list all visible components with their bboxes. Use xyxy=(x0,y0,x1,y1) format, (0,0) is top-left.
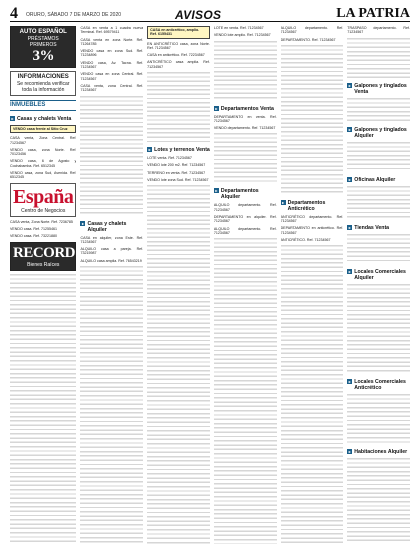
classified-item: ALQUILO departamento. Ref. 71234567 xyxy=(280,26,344,35)
section-title: AVISOS xyxy=(175,8,222,22)
ad-brand-title: España xyxy=(13,185,74,208)
classified-text-block xyxy=(214,41,277,101)
classified-item: ALQUILO departamento. Ref. 71234567 xyxy=(213,226,277,235)
chevron-right-icon: ▸ xyxy=(215,188,218,194)
classified-item: DEPARTAMENTO en venta. Ref. 71234567 xyxy=(213,114,277,123)
classified-item: CASA venta, zona Central. Ref. 71234567 xyxy=(80,83,144,93)
classified-text-block xyxy=(147,72,210,142)
category-heading xyxy=(347,449,410,455)
category-heading xyxy=(347,83,410,95)
ad-percent: 3% xyxy=(32,48,54,64)
ad-title: INFORMACIONES xyxy=(17,74,69,80)
category-label: Oficinas Alquiler xyxy=(354,176,396,183)
category-heading xyxy=(214,106,277,112)
classified-item: LOTE en venta. Ref. 71234567 xyxy=(213,26,264,30)
classified-item: CASA venta, Zona Norte. Ref. 7236785 xyxy=(10,219,73,224)
classified-text-block xyxy=(347,38,410,78)
classified-item: VENDO lote zona Sud. Ref. 71234567 xyxy=(147,177,209,182)
section-header: INMUEBLES xyxy=(10,100,76,111)
chevron-right-icon: ▸ xyxy=(348,268,351,274)
column-1 xyxy=(10,26,76,544)
chevron-right-icon: ▸ xyxy=(348,82,351,88)
classified-text-block xyxy=(347,142,410,172)
column-3 xyxy=(147,26,210,544)
classified-item: ANTICRÉTICO departamento. Ref. 71234567 xyxy=(280,214,344,224)
category-label: Locales Comerciales Anticrético xyxy=(354,378,406,391)
category-heading xyxy=(80,221,143,233)
classified-item: ANTICRÉTICO. Ref. 71234567 xyxy=(280,238,331,243)
classified-item: DEPARTAMENTO en alquiler. Ref. 71234567 xyxy=(213,215,277,224)
classified-item: CASA en venta a 1 cuadra nueva Terminal. Ref. 69579411 xyxy=(80,26,144,35)
chevron-right-icon: ▸ xyxy=(11,116,14,121)
category-label: Habitaciones Alquiler xyxy=(354,448,408,455)
category-heading xyxy=(147,147,210,153)
chevron-right-icon: ▸ xyxy=(348,224,351,230)
ad-record-title: RECORD xyxy=(13,244,76,261)
category-heading xyxy=(214,188,277,200)
category-heading xyxy=(281,200,344,212)
chevron-right-icon: ▸ xyxy=(148,147,151,153)
classified-item: EN ANTICRÉTICO casa, zona Norte. Ref. 71234567 xyxy=(147,41,210,50)
column-2 xyxy=(80,26,143,544)
classified-item: VENDO casa. Ref. 71255461 xyxy=(10,226,57,231)
ad-line: PRÉSTAMOS xyxy=(27,36,59,42)
classified-item: CASA en alquiler, zona Este. Ref. 71234567 xyxy=(80,235,144,244)
classified-item: DEPARTAMENTO. Ref. 71234567 xyxy=(280,37,336,42)
chevron-right-icon: ▸ xyxy=(348,126,351,132)
classifieds-columns xyxy=(10,26,410,544)
classified-item: VENDO casa, zona Sud, Avenida. Ref. 6512345 xyxy=(10,171,77,180)
category-label: Departamentos Alquiler xyxy=(220,188,259,201)
classified-text-block xyxy=(281,245,344,544)
classified-text-block xyxy=(347,394,410,444)
classified-item: VENDO casa en zona Sud. Ref. 71234896 xyxy=(80,49,144,58)
chevron-right-icon: ▸ xyxy=(215,105,218,111)
classified-item: VENDO departamento. Ref. 71234567 xyxy=(213,126,276,131)
classified-text-block xyxy=(214,133,277,183)
category-label: Departamentos Venta xyxy=(220,105,274,112)
classified-item: DEPARTAMENTO en anticrético. Ref. 71234567 xyxy=(280,226,344,235)
highlighted-ad: VENDO casa frente al Sitio Cruz xyxy=(10,125,76,133)
classified-text-block xyxy=(347,284,410,374)
classified-item: VENDO casa, Av. Tacna. Ref. 71234567 xyxy=(80,60,144,70)
classified-item: VENDO casa en zona Central. Ref. 71234567 xyxy=(80,72,144,81)
classified-item: LOTE venta. Ref. 71234567 xyxy=(147,156,192,161)
classified-text-block xyxy=(347,98,410,122)
category-heading xyxy=(347,127,410,139)
classified-item: VENDO casa, 6 de Agosto y Cochabamba. Ref. 6512345 xyxy=(10,159,77,168)
category-label: Galpones y tinglados Venta xyxy=(354,82,407,95)
classified-item: ALQUILO casa a pareja. Ref. 73215987 xyxy=(80,247,144,256)
category-heading xyxy=(347,225,410,231)
classified-text-block xyxy=(214,238,277,544)
category-heading xyxy=(347,177,410,183)
chevron-right-icon: ▸ xyxy=(348,448,351,454)
column-4 xyxy=(214,26,277,544)
classified-item: CASA en anticrético. Ref. 72234567 xyxy=(147,53,205,58)
classified-item: ALQUILO casa amplia. Ref. 76543219 xyxy=(80,258,142,263)
chevron-right-icon: ▸ xyxy=(348,176,351,182)
classified-item: VENDO lote amplio. Ref. 71234567 xyxy=(213,33,271,38)
ad-brand-subtitle: Centro de Negocios xyxy=(21,207,66,214)
chevron-right-icon: ▸ xyxy=(81,220,84,226)
chevron-right-icon: ▸ xyxy=(348,378,351,384)
classified-item: VENDO casa. Ref. 73221880 xyxy=(10,234,57,239)
chevron-right-icon: ▸ xyxy=(282,199,285,205)
category-label: Galpones y tinglados Alquiler xyxy=(354,126,407,139)
info-ad xyxy=(10,71,76,96)
classified-item: CASA venta, Zona Central. Ref. 71234567 xyxy=(10,136,77,145)
classified-item: VENDO lote 200 m2. Ref. 71234567 xyxy=(147,163,206,168)
classified-text-block xyxy=(347,458,410,544)
category-label: Casas y chalets Venta xyxy=(17,116,72,122)
category-label: Tiendas Venta xyxy=(354,224,390,231)
highlighted-ad: CASA en anticrético, amplio. Ref. 6155431 xyxy=(147,26,210,39)
newspaper-brand: LA PATRIA xyxy=(336,6,410,21)
ad-text: Se recomienda verificar toda la información xyxy=(16,81,70,93)
record-ad xyxy=(10,242,76,271)
auto-loan-ad xyxy=(10,26,76,68)
category-heading xyxy=(347,379,410,391)
classified-item: CASA venta en zona Norte. Ref. 71264785 xyxy=(80,37,144,46)
category-heading xyxy=(10,116,76,122)
date-line: ORURO, SÁBADO 7 DE MARZO DE 2020 xyxy=(26,12,122,18)
ad-line: PRIMEROS xyxy=(29,42,57,48)
category-label: Lotes y terrenos Venta xyxy=(154,147,210,154)
column-6 xyxy=(347,26,410,544)
classified-text-block xyxy=(281,45,344,195)
category-label: Casas y chalets Alquiler xyxy=(87,220,127,233)
brand-ad xyxy=(10,183,76,217)
classified-item: ANTICRÉTICO casa amplia. Ref. 71234567 xyxy=(147,60,210,69)
classified-text-block xyxy=(147,185,210,544)
ad-line: AUTO ESPAÑOL xyxy=(19,29,67,35)
classified-text-block xyxy=(347,234,410,264)
column-5 xyxy=(281,26,344,544)
category-heading xyxy=(347,269,410,281)
classified-text-block xyxy=(80,266,143,544)
classified-item: ALQUILO departamento. Ref. 71234567 xyxy=(213,203,277,212)
classified-item: VENDO casa, zona Norte. Ref. 70123456 xyxy=(10,147,77,157)
classified-item: TERRENO en venta. Ref. 71234567 xyxy=(147,170,206,175)
classified-item: TRASPASO departamento. Ref. 71234567 xyxy=(347,26,410,35)
category-label: Locales Comerciales Alquiler xyxy=(354,268,406,281)
classified-text-block xyxy=(80,96,143,216)
ad-record-subtitle: Bienes Raíces xyxy=(27,261,60,268)
page-header xyxy=(10,5,410,22)
category-label: Departamentos Anticrético xyxy=(287,199,326,212)
classified-text-block xyxy=(10,274,76,544)
classified-text-block xyxy=(347,186,410,220)
page-number: 4 xyxy=(10,5,18,22)
